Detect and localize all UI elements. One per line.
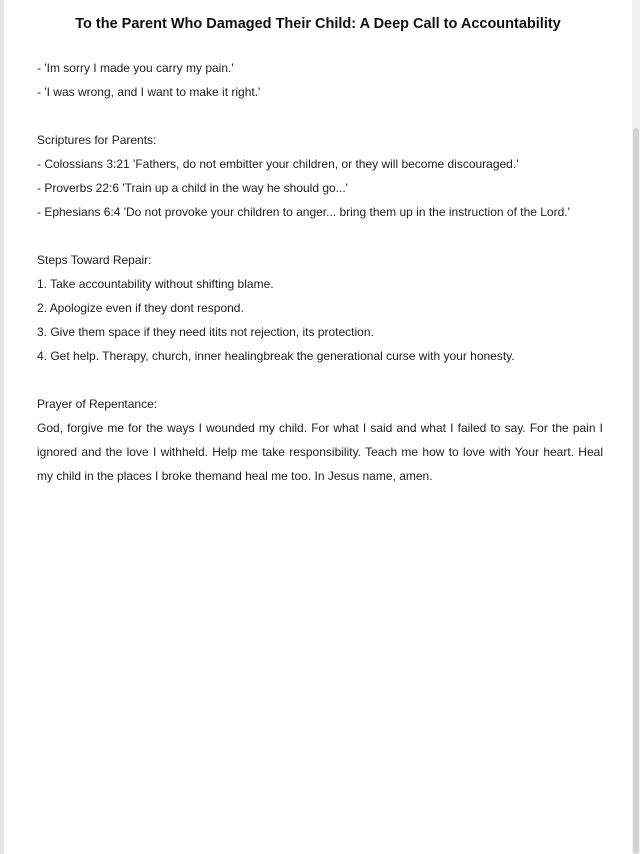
scripture-item: - Proverbs 22:6 'Train up a child in the way he should go...' [37,181,348,195]
spacer [37,104,603,128]
apology-line: - 'Im sorry I made you carry my pain.' [37,61,234,75]
step-item: 1. Take accountability without shifting blame. [37,277,274,291]
apology-line: - 'I was wrong, and I want to make it right.' [37,85,261,99]
spacer [37,224,603,248]
step-item: 3. Give them space if they need itits not rejection, its protection. [37,325,374,339]
prayer-heading: Prayer of Repentance: [37,397,158,411]
document-page [4,0,632,854]
scripture-item: - Colossians 3:21 'Fathers, do not embitter your children, or they will become discouraged.' [37,157,519,171]
step-item: 4. Get help. Therapy, church, inner healingbreak the generational curse with your honesty. [37,349,515,363]
steps-heading: Steps Toward Repair: [37,253,152,267]
step-item: 2. Apologize even if they dont respond. [37,301,244,315]
scriptures-heading: Scriptures for Parents: [37,133,157,147]
scripture-item: - Ephesians 6:4 'Do not provoke your children to anger... bring them up in the instruction of the Lord.' [37,205,570,219]
scrollbar-thumb[interactable] [633,128,639,854]
prayer-text: God, forgive me for the ways I wounded my child. For what I said and what I failed to say. For the pain I ignored and the love I withheld. Help me take responsibility. Teach me how to love with Your heart. Heal my child in the places I broke themand heal me too. In Jesus name, amen. [37,421,603,483]
document-body [37,56,603,488]
scrollbar-track[interactable] [632,0,640,854]
spacer [37,368,603,392]
document-title: To the Parent Who Damaged Their Child: A Deep Call to Accountability [75,16,561,32]
